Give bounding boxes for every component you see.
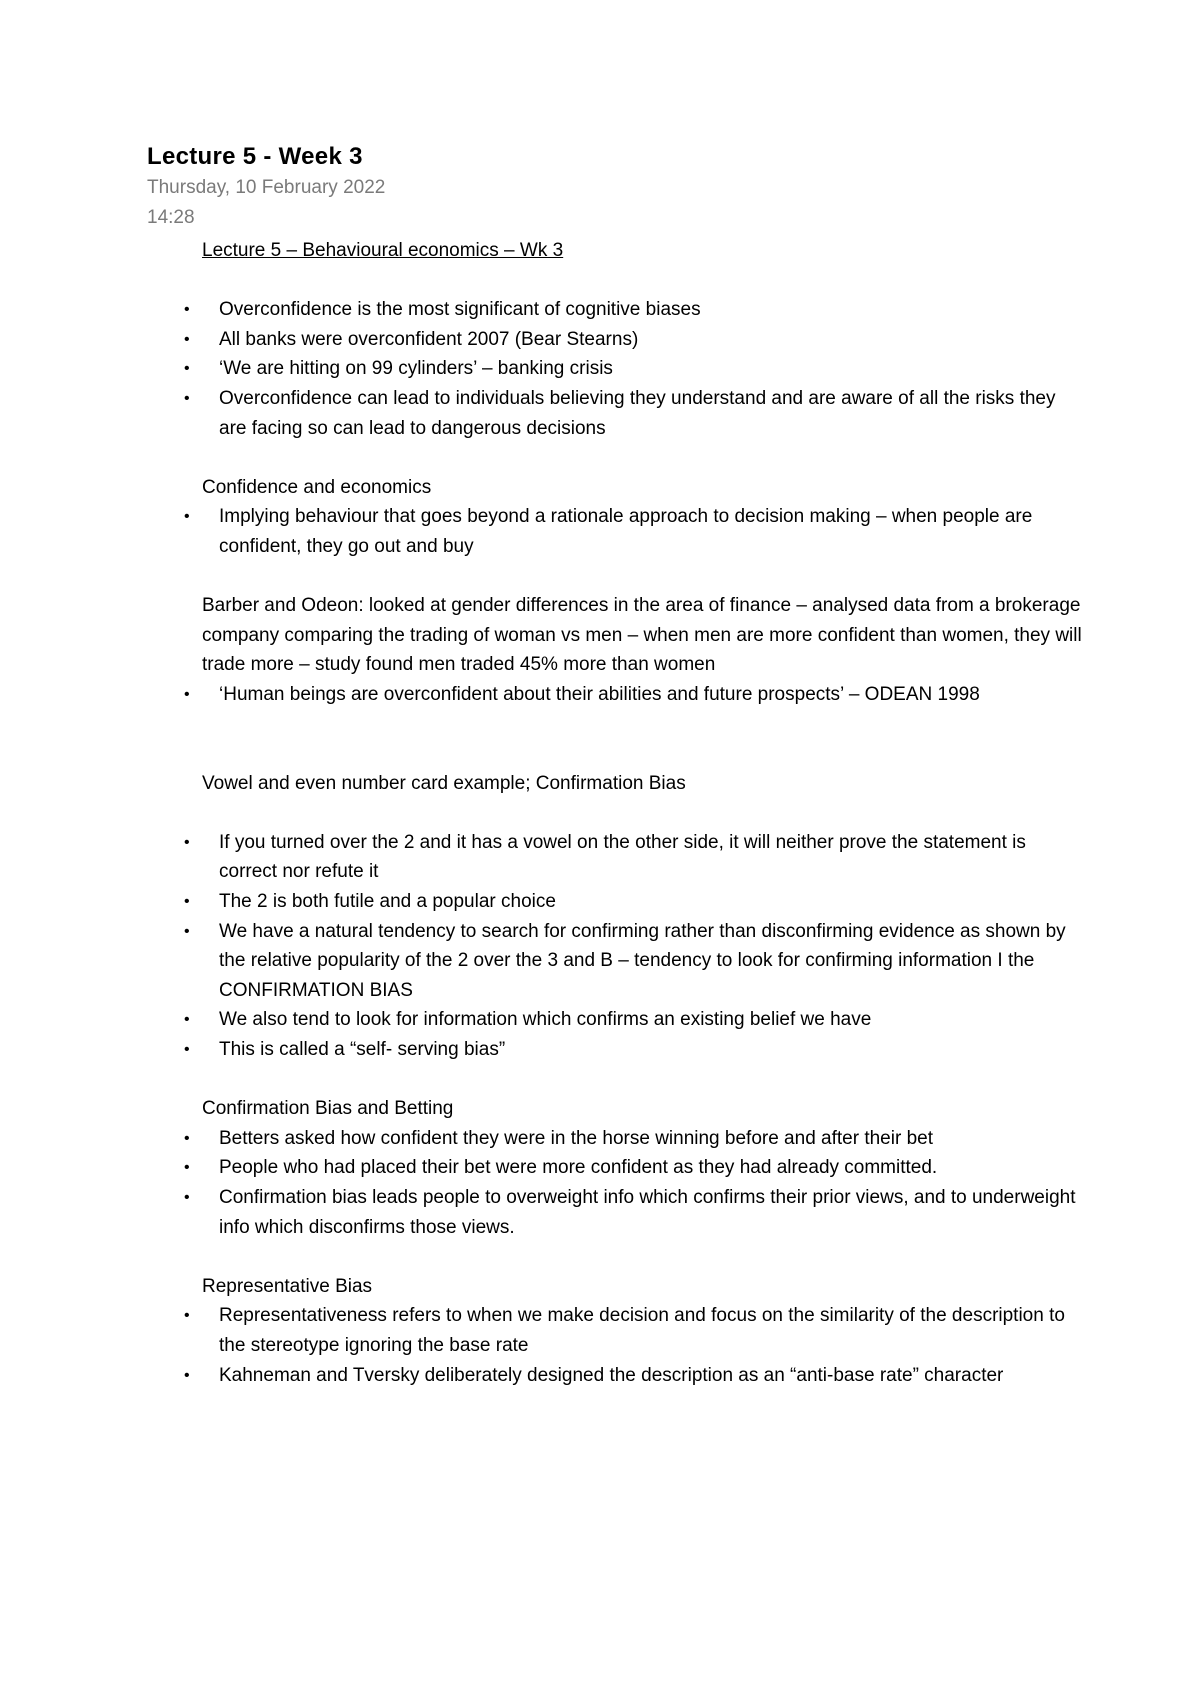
list-item: • Confirmation bias leads people to overweight info which confirms their prior views, and to underweight info which disconfirms those views. — [202, 1183, 1082, 1242]
list-item: • Betters asked how confident they were in the horse winning before and after their bet — [202, 1124, 1082, 1154]
bullet-icon: • — [184, 1307, 190, 1325]
betting-bullet-list — [184, 1124, 1082, 1242]
bullet-icon: • — [184, 360, 190, 378]
section-heading-vowel: Vowel and even number card example; Confirmation Bias — [202, 772, 686, 794]
list-item: • We have a natural tendency to search for confirming rather than disconfirming evidence as shown by the relative popularity of the 2 over the 3 and B – tendency to look for confirming information I the CONFIRMATION BIAS — [202, 917, 1082, 1006]
bullet-icon: • — [184, 301, 190, 319]
bullet-icon: • — [184, 1041, 190, 1059]
bullet-icon: • — [184, 833, 190, 851]
bullet-icon: • — [184, 389, 190, 407]
list-item: • Representativeness refers to when we make decision and focus on the similarity of the description to the stereotype ignoring the base rate — [202, 1301, 1082, 1360]
section-heading-representative: Representative Bias — [202, 1275, 373, 1297]
bullet-icon: • — [184, 330, 190, 348]
section-heading-betting: Confirmation Bias and Betting — [202, 1098, 454, 1120]
list-item: • This is called a “self- serving bias” — [202, 1035, 1082, 1065]
bullet-icon: • — [184, 508, 190, 526]
list-item: • Overconfidence is the most significant of cognitive biases — [202, 295, 1082, 325]
bullet-icon: • — [184, 1366, 190, 1384]
bullet-icon: • — [184, 1129, 190, 1147]
intro-bullet-list — [184, 295, 1082, 443]
barber-odeon-paragraph: Barber and Odeon: looked at gender differences in the area of finance – analysed data from a brokerage company comparing the trading of woman vs men – when men are more confident than women, they will trade more – study found men traded 45% more than women — [202, 595, 1082, 676]
note-body — [184, 236, 1082, 1390]
list-item: • ‘We are hitting on 99 cylinders’ – banking crisis — [202, 354, 1082, 384]
lecture-subtitle: Lecture 5 – Behavioural economics – Wk 3 — [202, 240, 564, 261]
note-time: 14:28 — [147, 207, 195, 228]
bullet-icon: • — [184, 1189, 190, 1206]
confidence-bullet-list — [184, 502, 1082, 561]
bullet-icon: • — [184, 685, 190, 703]
page-title: Lecture 5 - Week 3 — [147, 143, 363, 170]
barber-bullet-list — [184, 680, 1082, 710]
bullet-icon: • — [184, 922, 190, 940]
bullet-icon: • — [184, 893, 190, 911]
note-date: Thursday, 10 February 2022 — [147, 177, 386, 198]
representative-bullet-list — [184, 1301, 1082, 1390]
list-item: • We also tend to look for information which confirms an existing belief we have — [202, 1005, 1082, 1035]
list-item: • People who had placed their bet were more confident as they had already committed. — [202, 1153, 1082, 1183]
section-heading-confidence: Confidence and economics — [202, 476, 432, 498]
bullet-icon: • — [184, 1011, 190, 1029]
list-item: • ‘Human beings are overconfident about their abilities and future prospects’ – ODEAN 1998 — [202, 680, 1082, 710]
list-item: • The 2 is both futile and a popular choice — [202, 887, 1082, 917]
bullet-icon: • — [184, 1159, 190, 1177]
vowel-bullet-list — [184, 828, 1082, 1065]
list-item: • If you turned over the 2 and it has a vowel on the other side, it will neither prove the statement is correct nor refute it — [202, 828, 1082, 887]
list-item: • All banks were overconfident 2007 (Bear Stearns) — [202, 325, 1082, 355]
list-item: • Implying behaviour that goes beyond a rationale approach to decision making – when people are confident, they go out and buy — [202, 502, 1082, 561]
list-item: • Overconfidence can lead to individuals believing they understand and are aware of all the risks they are facing so can lead to dangerous decisions — [202, 384, 1082, 443]
list-item: • Kahneman and Tversky deliberately designed the description as an “anti-base rate” character — [202, 1361, 1082, 1391]
